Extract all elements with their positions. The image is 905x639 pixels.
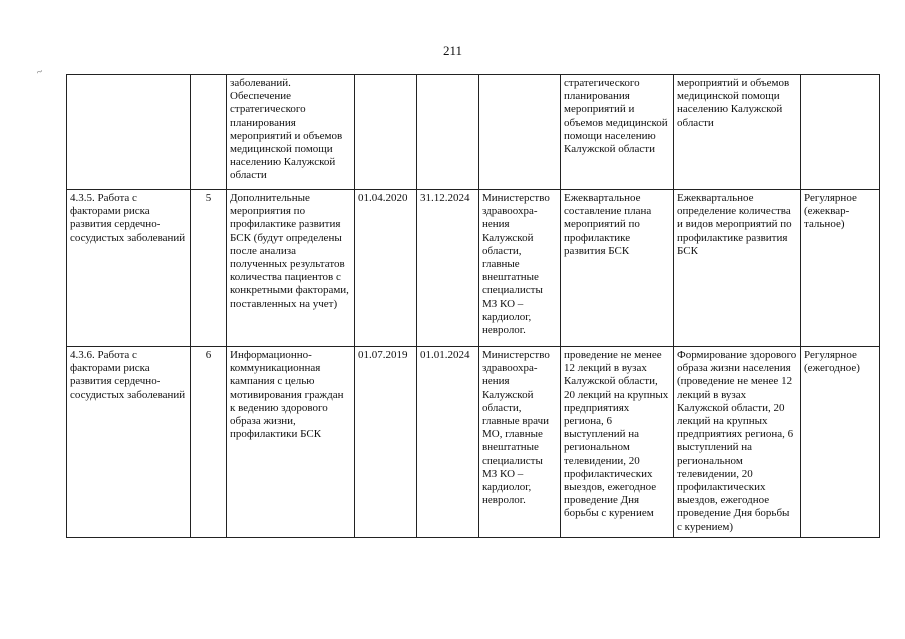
cell-result: Ежеквартальное определение количества и видов мероприятий по профилактике развития БСК (674, 190, 801, 347)
cell-end-date (417, 75, 479, 190)
cell-activity: Дополнительные мероприятия по профилактике развития БСК (будут определены после анализа полученных результатов количества пациентов с конкретными факторами, поставленных на учет) (227, 190, 355, 347)
table-row (67, 75, 880, 190)
cell-activity: заболеваний. Обеспечение стратегического планирования мероприятий и объемов медицинской помощи населению Калужской области (227, 75, 355, 190)
cell-name: 4.3.5. Работа с факторами риска развития сердечно-сосудистых заболеваний (67, 190, 191, 347)
cell-name (67, 75, 191, 190)
cell-start-date (355, 75, 417, 190)
cell-indicator: стратегического планирования мероприятий и объемов медицинской помощи населению Калужской области (561, 75, 674, 190)
table-row (67, 190, 880, 347)
cell-start-date: 01.04.2020 (355, 190, 417, 347)
cell-num: 5 (191, 190, 227, 347)
cell-result: Формирование здорового образа жизни населения (проведение не менее 12 лекций в вузах Калужской области, 20 лекций на крупных предприятиях региона, 6 выступлений на региональном телевидении, 20 профилактических выездов, ежегодное проведение Дня борьбы с курением) (674, 347, 801, 538)
cell-start-date: 01.07.2019 (355, 347, 417, 538)
cell-executor: Министерство здравоохра-нения Калужской области, главные внештатные специалисты МЗ КО – кардиолог, невролог. (479, 190, 561, 347)
measures-table (66, 74, 880, 538)
cell-num: 6 (191, 347, 227, 538)
cell-frequency (801, 75, 880, 190)
page-number: 211 (442, 43, 463, 58)
cell-result: мероприятий и объемов медицинской помощи населению Калужской области (674, 75, 801, 190)
cell-num (191, 75, 227, 190)
cell-indicator: проведение не менее 12 лекций в вузах Калужской области, 20 лекций на крупных предприятиях региона, 6 выступлений на региональном телевидении, 20 профилактических выездов, ежегодное проведение Дня борьбы с курением (561, 347, 674, 538)
scan-mark: ~ (35, 66, 45, 79)
cell-executor (479, 75, 561, 190)
cell-executor: Министерство здравоохра-нения Калужской области, главные врачи МО, главные внештатные специалисты МЗ КО – кардиолог, невролог. (479, 347, 561, 538)
cell-end-date: 31.12.2024 (417, 190, 479, 347)
cell-end-date: 01.01.2024 (417, 347, 479, 538)
cell-frequency: Регулярное (ежегодное) (801, 347, 880, 538)
cell-indicator: Ежеквартальное составление плана мероприятий по профилактике развития БСК (561, 190, 674, 347)
table-row (67, 347, 880, 538)
cell-frequency: Регулярное (ежеквар-тальное) (801, 190, 880, 347)
cell-name: 4.3.6. Работа с факторами риска развития сердечно-сосудистых заболеваний (67, 347, 191, 538)
cell-activity: Информационно-коммуникационная кампания с целью мотивирования граждан к ведению здорового образа жизни, профилактики БСК (227, 347, 355, 538)
